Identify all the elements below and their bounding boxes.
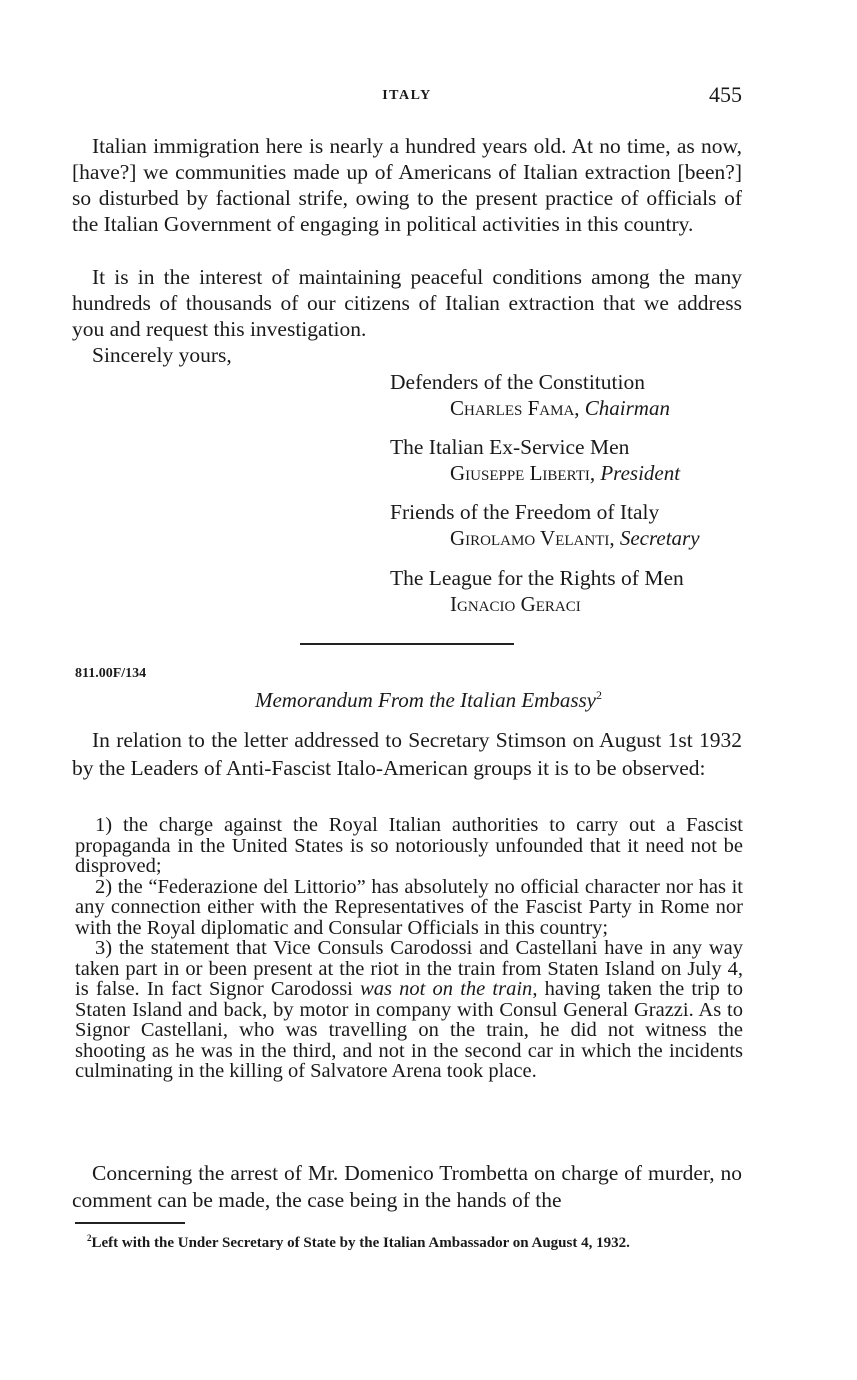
file-reference: 811.00F/134 (75, 666, 147, 681)
footnote (75, 1229, 745, 1253)
signatory-title: Chairman (584, 396, 670, 420)
signatory-name-line (390, 460, 770, 486)
signatory-name: Ignacio Geraci (450, 592, 581, 616)
memo-title (0, 688, 857, 713)
signatory-block (390, 499, 770, 551)
letter-paragraph-1 (72, 133, 742, 237)
page-number: 455 (709, 82, 742, 107)
memo-closing-paragraph (72, 1160, 742, 1214)
signatory-name-line (390, 395, 770, 421)
memo-points (75, 815, 743, 1082)
footnote-divider (75, 1222, 185, 1224)
paragraph-text: Italian immigration here is nearly a hundred years old. At no time, as now, [have?] we communities made up of Americans of Italian extraction [been?] so disturbed by factional strife, owing to the present practice of officials of the Italian Government of engaging in political activities in this country. (72, 134, 742, 236)
signatory-title: President (600, 461, 681, 485)
paragraph-text: In relation to the letter addressed to Secretary Stimson on August 1st 1932 by the Leaders of Anti-Fascist Italo-American groups it is to be observed: (72, 728, 742, 780)
memo-title-text: Memorandum From the Italian Embassy (254, 688, 596, 712)
footnote-marker: 2 (596, 688, 602, 702)
signatory-organization: Defenders of the Constitution (390, 370, 645, 394)
memo-point-2: 2) the “Federazione del Littorio” has absolutely no official character nor has it any connection either with the Representatives of the Fascist Party in Rome nor with the Royal diplomatic and Consular Officials in this country; (75, 875, 743, 939)
signatory-name: Girolamo Velanti, (450, 526, 615, 550)
footnote-text: Left with the Under Secretary of State by the Italian Ambassador on August 4, 1932. (91, 1235, 630, 1251)
signatory-block (390, 369, 770, 421)
signatory-block (390, 565, 770, 617)
running-head-title: ITALY (382, 88, 432, 103)
point-emphasis: was not on the train (360, 978, 533, 1000)
footnote-marker: 2 (87, 1233, 92, 1243)
signatory-name-line (390, 591, 770, 617)
running-head (72, 82, 742, 110)
signatory-organization: The League for the Rights of Men (390, 566, 684, 590)
point-text: , having taken the trip to Staten Island and back, by motor in company with Consul General Grazzi. As to Signor Castellani, who was travelling on the train, he did not witness the shooting as he was in the third, and not in the second car in which the incidents culminating in the killing of Salvatore Arena took place. (75, 978, 743, 1082)
letter-closing: Sincerely yours, (92, 343, 232, 367)
signatory-organization: The Italian Ex-Service Men (390, 435, 630, 459)
section-divider (300, 643, 514, 645)
signatory-block (390, 434, 770, 486)
memo-intro (72, 727, 742, 782)
letter-paragraph-2 (72, 264, 742, 342)
signatory-title: Secretary (619, 526, 700, 550)
memo-point-1: 1) the charge against the Royal Italian authorities to carry out a Fascist propaganda in the United States is so notoriously unfounded that it need not be disproved; (75, 814, 743, 877)
signatory-name: Charles Fama, (450, 396, 580, 420)
signatory-name: Giuseppe Liberti, (450, 461, 596, 485)
memo-point-3 (75, 938, 743, 1082)
paragraph-text: Concerning the arrest of Mr. Domenico Trombetta on charge of murder, no comment can be made, the case being in the hands of the (72, 1161, 742, 1212)
signatory-organization: Friends of the Freedom of Italy (390, 500, 660, 524)
signatory-name-line (390, 525, 770, 551)
paragraph-text: It is in the interest of maintaining peaceful conditions among the many hundreds of thousands of our citizens of Italian extraction that we address you and request this investigation. (72, 265, 742, 341)
footnote-line (75, 1229, 745, 1253)
point-text: 3) the statement that Vice Consuls Carodossi and Castellani have in any way taken part in or been present at the riot in the train from Staten Island on July 4, is false. In fact Signor Carodossi (75, 937, 743, 1000)
